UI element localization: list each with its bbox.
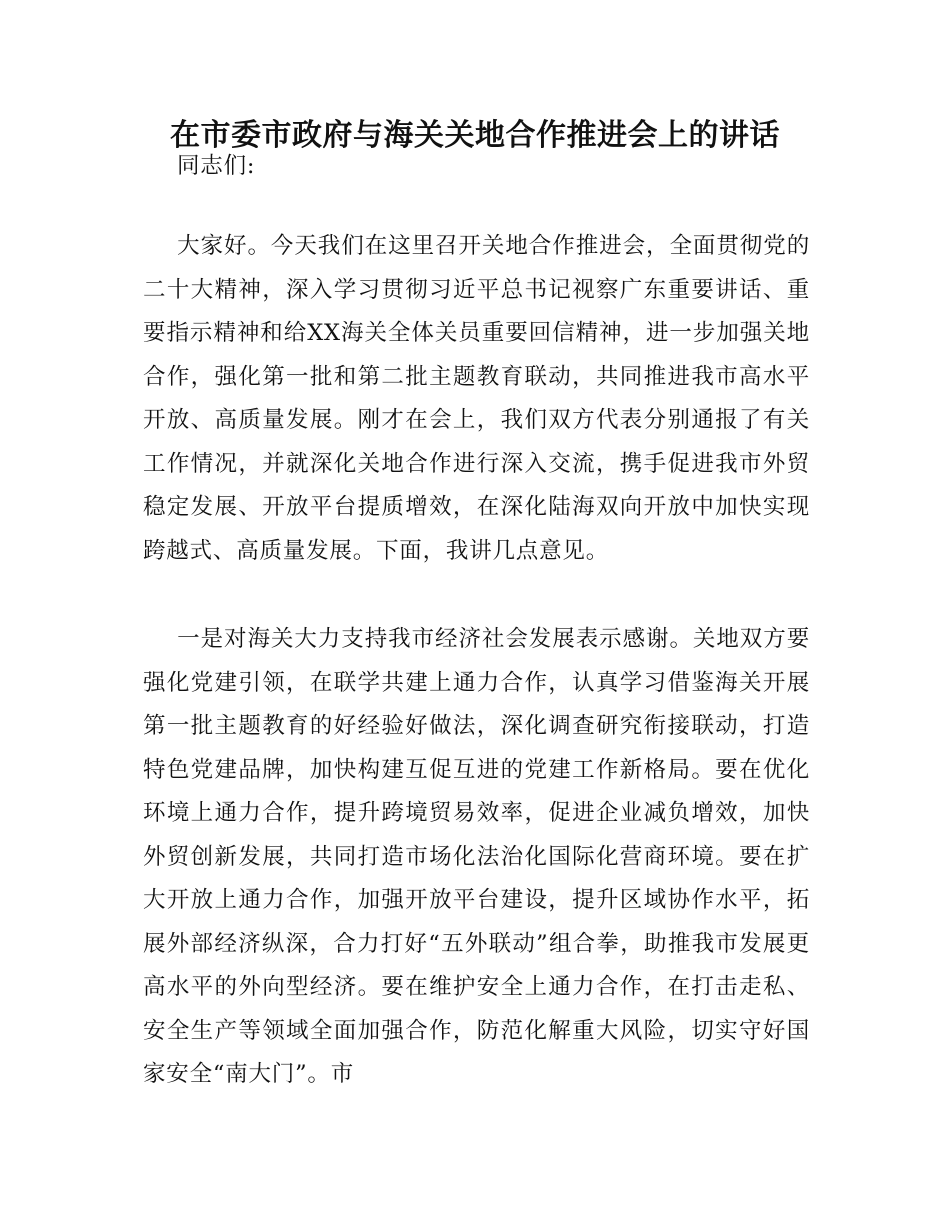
paragraph-text: 一是对海关大力支持我市经济社会发展表示感谢。关地双方要强化党建引领，在联学共建上通力合作，认真学习借鉴海关开展第一批主题教育的好经验好做法，深化调查研究衔接联动，打造特色党建品牌，加快构建互促互进的党建工作新格局。要在优化环境上通力合作，提升跨境贸易效率，促进企业减负增效，加快外贸创新发展，共同打造市场化法治化国际化营商环境。要在扩大开放上通力合作，加强开放平台建设，提升区域协作水平，拓展外部经济纵深，合力打好“五外联动”组合拳，助推我市发展更高水平的外向型经济。要在维护安全上通力合作，在打击走私、安全生产等领域全面加强合作，防范化解重大风险，切实守好国家安全“南大门”。市 <box>143 626 810 1087</box>
paragraph-opening <box>143 225 810 573</box>
greeting <box>143 145 810 189</box>
document-title: 在市委市政府与海关关地合作推进会上的讲话 <box>170 118 780 153</box>
greeting-text: 同志们: <box>177 153 256 179</box>
paragraph-point-one <box>143 618 810 1097</box>
paragraph-text: 大家好。今天我们在这里召开关地合作推进会，全面贯彻党的二十大精神，深入学习贯彻习近平总书记视察广东重要讲话、重要指示精神和给XX海关全体关员重要回信精神，进一步加强关地合作，强化第一批和第二批主题教育联动，共同推进我市高水平开放、高质量发展。刚才在会上，我们双方代表分别通报了有关工作情况，并就深化关地合作进行深入交流，携手促进我市外贸稳定发展、开放平台提质增效，在深化陆海双向开放中加快实现跨越式、高质量发展。下面，我讲几点意见。 <box>143 233 810 564</box>
